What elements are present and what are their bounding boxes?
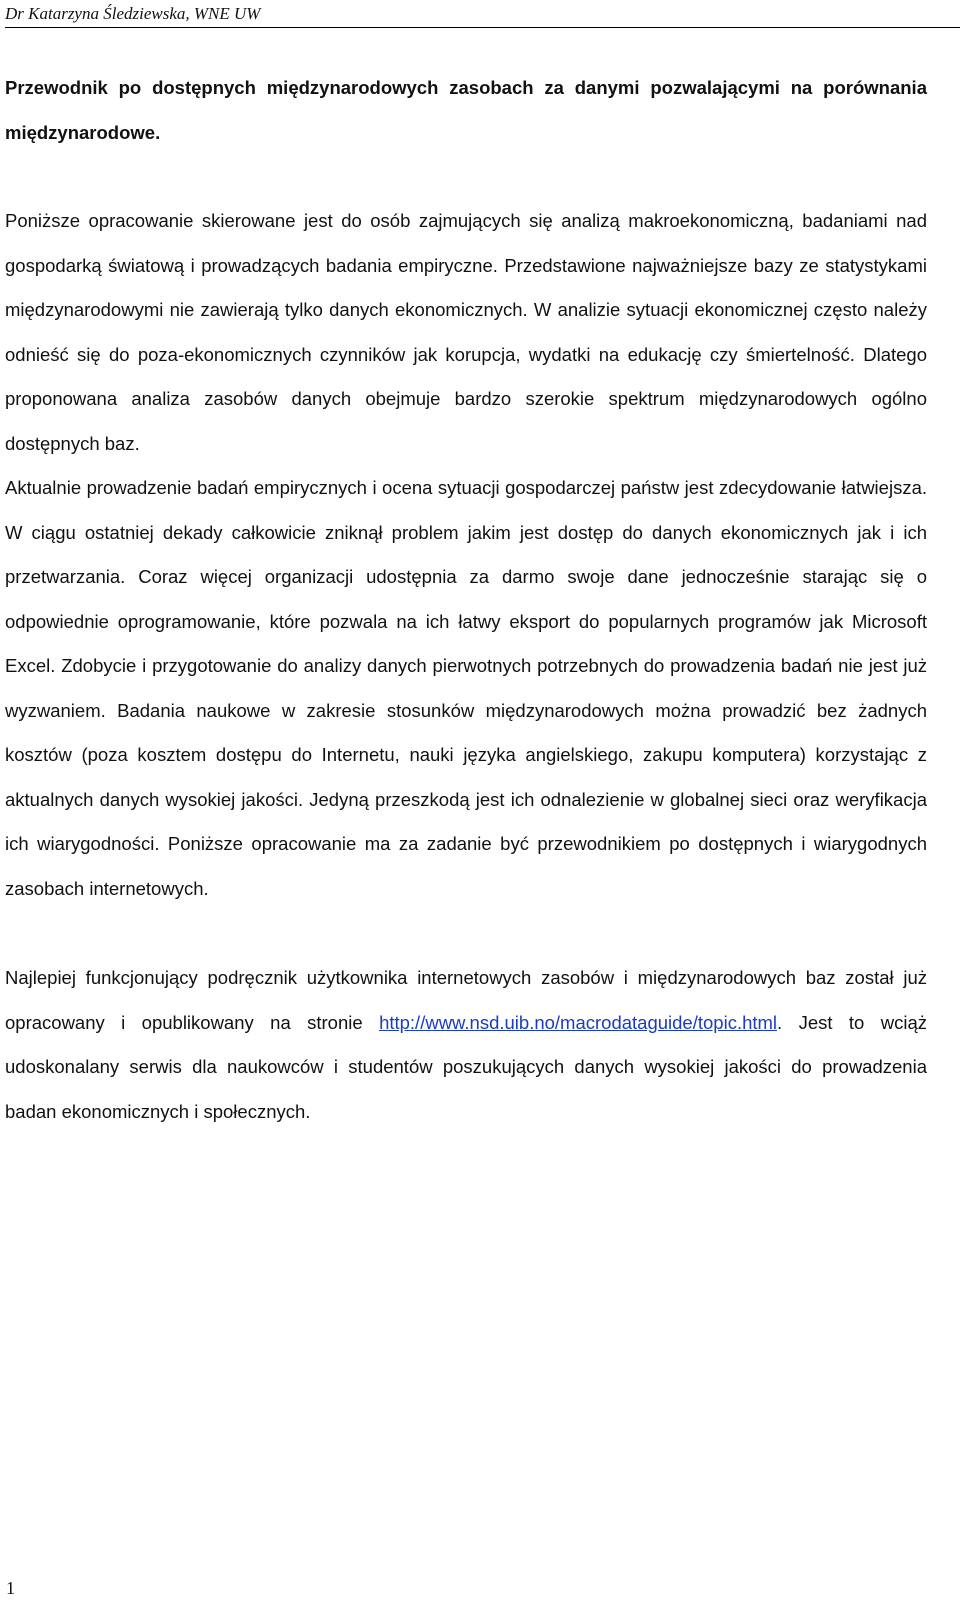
document-body [5,66,927,1134]
page-header [5,2,960,28]
spacer [5,155,927,199]
paragraph-guide [5,956,927,1134]
macrodataguide-link[interactable]: http://www.nsd.uib.no/macrodataguide/topic.html [379,1011,778,1033]
paragraph-research: Aktualnie prowadzenie badań empirycznych i ocena sytuacji gospodarczej państw jest zdecydowanie łatwiejsza. W ciągu ostatniej dekady całkowicie zniknął problem jakim jest dostęp do danych ekonomicznych jak i ich przetwarzania. Coraz więcej organizacji udostępnia za darmo swoje dane jednocześnie starając się o odpowiednie oprogramowanie, które pozwala na ich łatwy eksport do popularnych programów jak Microsoft Excel. Zdobycie i przygotowanie do analizy danych pierwotnych potrzebnych do prowadzenia badań nie jest już wyzwaniem. Badania naukowe w zakresie stosunków międzynarodowych można prowadzić bez żadnych kosztów (poza kosztem dostępu do Internetu, nauki języka angielskiego, zakupu komputera) korzystając z aktualnych danych wysokiej jakości. Jedyną przeszkodą jest ich odnalezienie w globalnej sieci oraz weryfikacja ich wiarygodności. Poniższe opracowanie ma za zadanie być przewodnikiem po dostępnych i wiarygodnych zasobach internetowych. [5,477,927,899]
header-author: Dr Katarzyna Śledziewska, WNE UW [5,4,261,23]
page-number: 1 [6,1578,15,1598]
document-title: Przewodnik po dostępnych międzynarodowych zasobach za danymi pozwalającymi na porównania międzynarodowe. [5,77,927,143]
paragraph-guide-text-start: Najlepiej funkcjonujący podręcznik użytkownika internetowych zasobów i międzynarodowych baz został już opracowany i opublikowany na stronie [5,967,927,1033]
paragraph-guide-text-end: . Jest to wciąż udoskonalany serwis dla naukowców i studentów poszukujących danych wysokiej jakości do prowadzenia badan ekonomicznych i społecznych. [5,1011,927,1122]
paragraph-intro: Poniższe opracowanie skierowane jest do osób zajmujących się analizą makroekonomiczną, badaniami nad gospodarką światową i prowadzących badania empiryczne. Przedstawione najważniejsze bazy ze statystykami międzynarodowymi nie zawierają tylko danych ekonomicznych. W analizie sytuacji ekonomicznej często należy odnieść się do poza-ekonomicznych czynników jak korupcja, wydatki na edukację czy śmiertelność. Dlatego proponowana analiza zasobów danych obejmuje bardzo szerokie spektrum międzynarodowych ogólno dostępnych baz. [5,210,927,454]
spacer [5,911,927,956]
